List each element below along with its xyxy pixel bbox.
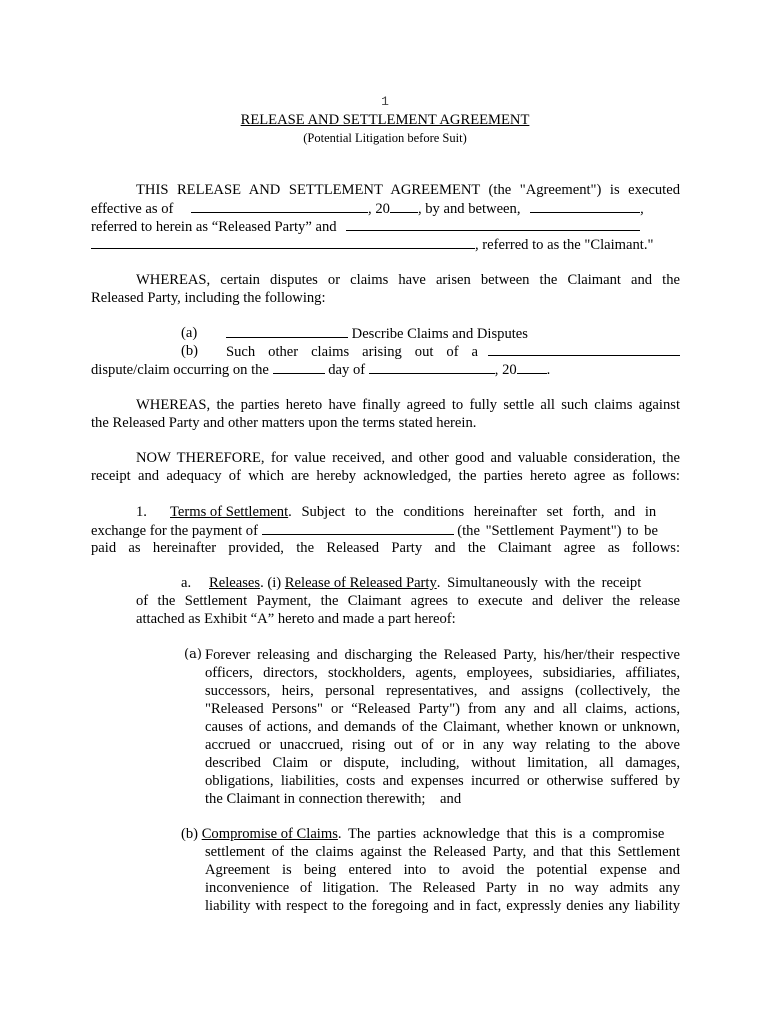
section-a-line-2: of the Settlement Payment, the Claimant agrees to execute and deliver the release bbox=[136, 593, 680, 609]
settlement-payment-blank[interactable] bbox=[262, 521, 454, 535]
page-number: 1 bbox=[381, 94, 389, 109]
para-b-line-1: (b) Compromise of Claims. The parties acknowledge that this is a compromise bbox=[181, 826, 665, 842]
section-1-line-3: paid as hereinafter provided, the Released Party and the Claimant agree as follows: bbox=[91, 540, 680, 556]
section-a-line-1: a. Releases. (i) Release of Released Party. Simultaneously with the receipt bbox=[181, 575, 642, 591]
item-dispute-line: dispute/claim occurring on the day of , 20 . bbox=[91, 362, 551, 378]
party-blank[interactable] bbox=[530, 199, 640, 213]
effective-date-blank[interactable] bbox=[191, 199, 368, 213]
intro-line-1: THIS RELEASE AND SETTLEMENT AGREEMENT (the "Agreement") is executed bbox=[136, 182, 680, 198]
releases-heading: Releases bbox=[209, 575, 261, 591]
whereas-2-line-2: the Released Party and other matters upon the terms stated herein. bbox=[91, 415, 477, 431]
para-a-line-9: the Claimant in connection therewith; and bbox=[205, 791, 462, 807]
para-a-label: (a) bbox=[184, 647, 202, 662]
para-a-line-2: officers, directors, stockholders, agents, employees, subsidiaries, affiliates, bbox=[205, 665, 680, 681]
claimant-blank[interactable] bbox=[91, 235, 475, 249]
other-claims-blank[interactable] bbox=[488, 342, 680, 356]
section-a-line-3: attached as Exhibit “A” hereto and made a part hereof: bbox=[136, 611, 456, 627]
now-therefore-line-1: NOW THEREFORE, for value received, and other good and valuable consideration, the bbox=[136, 450, 680, 466]
para-b-line-2: settlement of the claims against the Released Party, and that this Settlement bbox=[205, 844, 680, 860]
para-b-line-4: inconvenience of litigation. The Released Party in no way admits any bbox=[205, 880, 680, 896]
year-blank[interactable] bbox=[390, 199, 418, 213]
month-blank[interactable] bbox=[369, 360, 495, 374]
document-title: RELEASE AND SETTLEMENT AGREEMENT bbox=[240, 112, 530, 128]
para-b-line-3: Agreement is being entered into to avoid the potential expense and bbox=[205, 862, 680, 878]
document-subtitle: (Potential Litigation before Suit) bbox=[303, 131, 467, 145]
release-of-released-party-heading: Release of Released Party bbox=[284, 575, 437, 591]
whereas-2-line-1: WHEREAS, the parties hereto have finally agreed to fully settle all such claims against bbox=[136, 397, 680, 413]
claims-blank[interactable] bbox=[226, 324, 348, 338]
intro-line-3: referred to herein as “Released Party” and bbox=[91, 217, 680, 236]
intro-line-2: effective as of , 20 , by and between, , bbox=[91, 201, 644, 217]
para-a-line-3: successors, heirs, personal representatives, and assigns (collectively, the bbox=[205, 683, 680, 699]
dispute-year-blank[interactable] bbox=[517, 360, 547, 374]
para-a-line-8: obligations, liabilities, costs and expenses incurred or otherwise suffered by bbox=[205, 773, 680, 789]
para-a-line-4: "Released Persons" or “Released Party") from any and all claims, actions, bbox=[205, 701, 680, 717]
para-a-line-7: described Claim or dispute, including, without limitation, all damages, bbox=[205, 755, 680, 771]
now-therefore-line-2: receipt and adequacy of which are hereby acknowledged, the parties hereto agree as follows: bbox=[91, 468, 680, 484]
item-a: Describe Claims and Disputes bbox=[226, 324, 528, 343]
section-1-line-2: exchange for the payment of (the "Settlement Payment") to be bbox=[91, 523, 658, 539]
whereas-1-line-1: WHEREAS, certain disputes or claims have arisen between the Claimant and the bbox=[136, 272, 680, 288]
item-b-label: (b) bbox=[181, 343, 199, 359]
para-a-line-1: Forever releasing and discharging the Released Party, his/her/their respective bbox=[205, 647, 680, 663]
item-a-label: (a) bbox=[181, 325, 198, 341]
section-1-heading: Terms of Settlement bbox=[170, 504, 289, 520]
compromise-of-claims-heading: Compromise of Claims bbox=[201, 826, 338, 842]
whereas-1-line-2: Released Party, including the following: bbox=[91, 290, 326, 306]
para-b-line-5: liability with respect to the foregoing and in fact, expressly denies any liability bbox=[205, 898, 680, 914]
intro-line-4: , referred to as the "Claimant." bbox=[91, 235, 680, 254]
day-blank[interactable] bbox=[273, 360, 325, 374]
para-a-line-6: accrued or unaccrued, rising out of or in any way relating to the above bbox=[205, 737, 680, 753]
section-1-line-1: 1. Terms of Settlement. Subject to the conditions hereinafter set forth, and in bbox=[136, 504, 657, 520]
para-a-line-5: causes of actions, and demands of the Claimant, whether known or unknown, bbox=[205, 719, 680, 735]
item-b: Such other claims arising out of a bbox=[226, 342, 680, 361]
released-party-blank[interactable] bbox=[346, 217, 640, 231]
